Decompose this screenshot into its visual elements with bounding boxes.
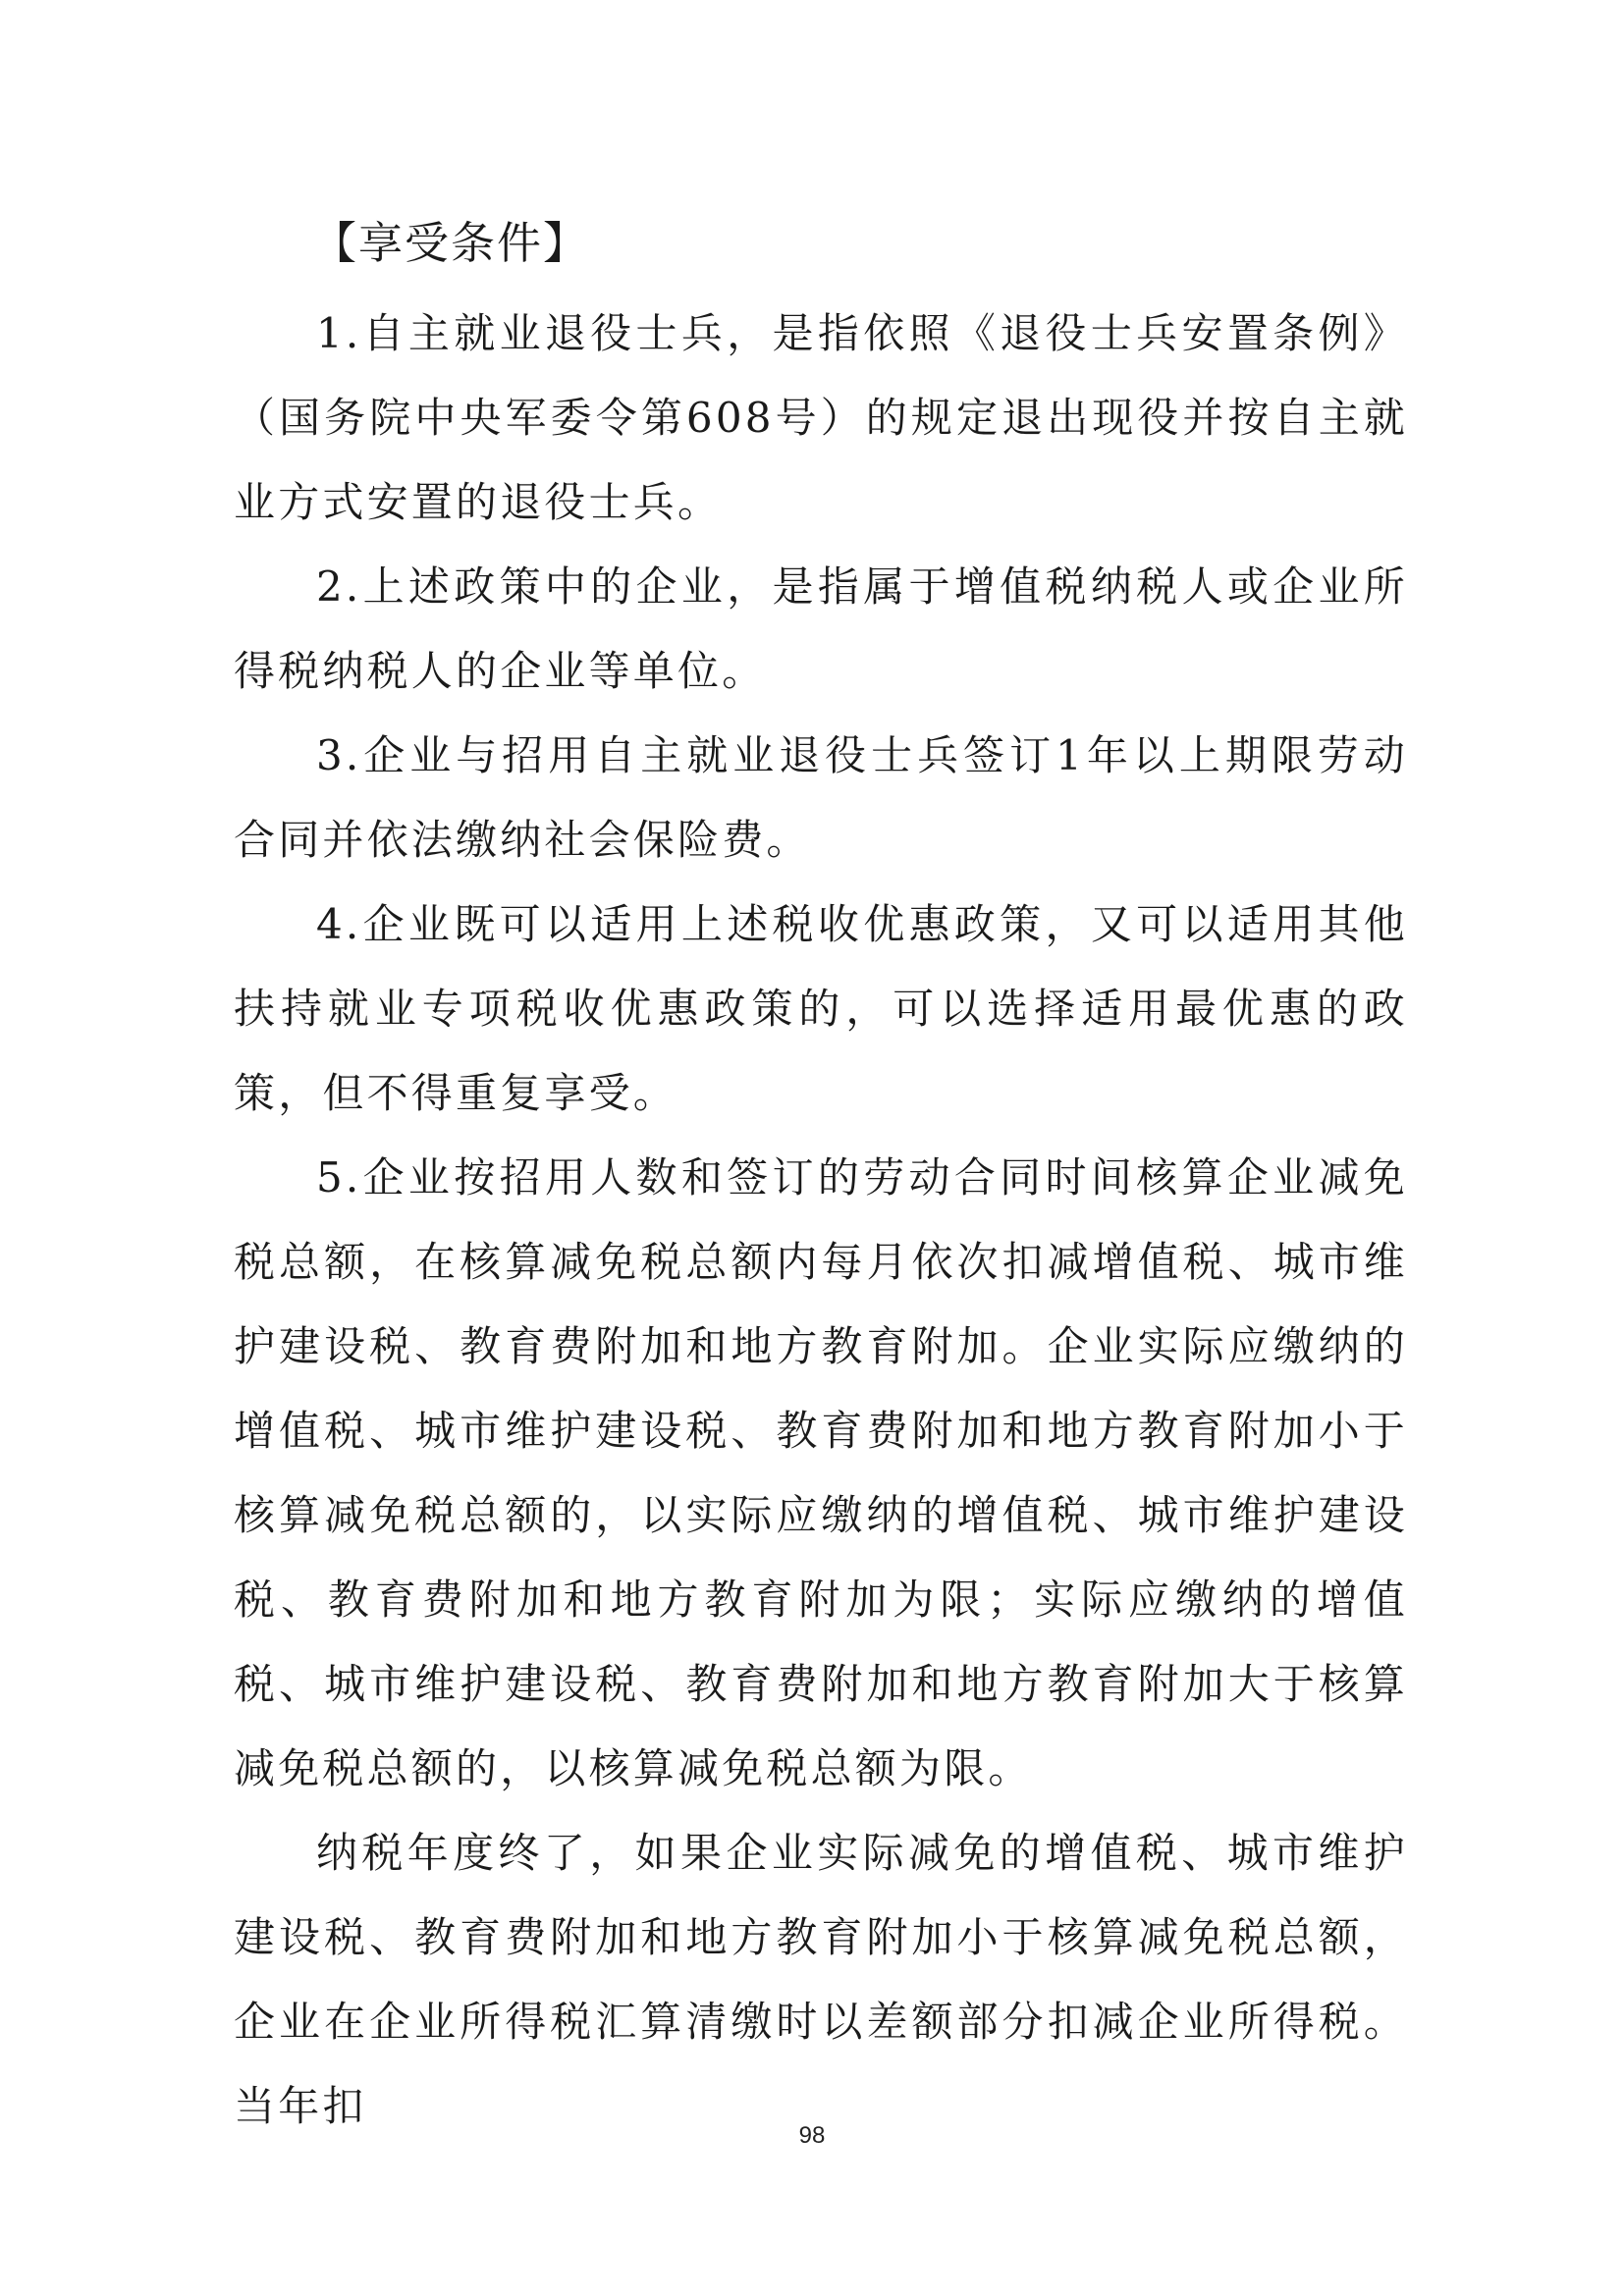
paragraph-condition-1: 1.自主就业退役士兵，是指依照《退役士兵安置条例》（国务院中央军委令第608号）的规定退出现役并按自主就业方式安置的退役士兵。 [234, 309, 1408, 526]
paragraph-condition-3: 3.企业与招用自主就业退役士兵签订1年以上期限劳动合同并依法缴纳社会保险费。 [234, 731, 1408, 864]
page-number: 98 [798, 2122, 826, 2149]
paragraph-condition-2: 2.上述政策中的企业，是指属于增值税纳税人或企业所得税纳税人的企业等单位。 [234, 562, 1408, 695]
section-heading: 【享受条件】 [312, 217, 590, 269]
document-body [234, 201, 1408, 2149]
paragraph-condition-5: 5.企业按招用人数和签订的劳动合同时间核算企业减免税总额，在核算减免税总额内每月依次扣减增值税、城市维护建设税、教育费附加和地方教育附加。企业实际应缴纳的增值税、城市维护建设税、教育费附加和地方教育附加小于核算减免税总额的，以实际应缴纳的增值税、城市维护建设税、教育费附加和地方教育附加为限；实际应缴纳的增值税、城市维护建设税、教育费附加和地方教育附加大于核算减免税总额的，以核算减免税总额为限。 [234, 1153, 1408, 1792]
paragraph-year-end: 纳税年度终了，如果企业实际减免的增值税、城市维护建设税、教育费附加和地方教育附加小于核算减免税总额，企业在企业所得税汇算清缴时以差额部分扣减企业所得税。当年扣 [234, 1829, 1408, 2130]
paragraph-condition-4: 4.企业既可以适用上述税收优惠政策，又可以适用其他扶持就业专项税收优惠政策的，可以选择适用最优惠的政策，但不得重复享受。 [234, 900, 1408, 1117]
